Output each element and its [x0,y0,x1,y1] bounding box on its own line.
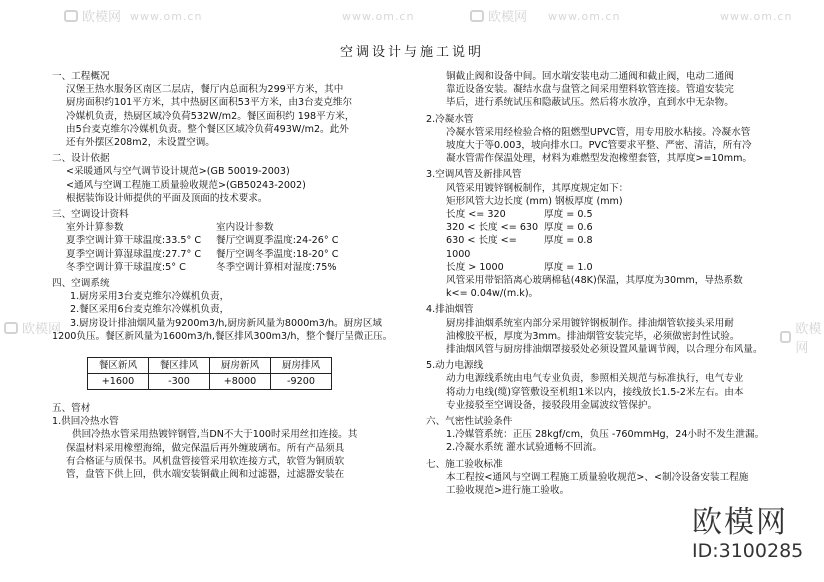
text-line: 铜截止阀和设备中间。回水端安装电动二通阀和截止阀，电动二通阀 [446,71,734,82]
watermark-site: www.om.cn [342,10,415,23]
text-line: 3.厨房设计排油烟风量为9200m3/h,厨房新风量为8000m3/h。厨房区域 [70,317,383,329]
text-line: 有合格证与质保书。风机盘管接管采用软连接方式，软管为铜质软 [66,455,345,467]
text-line: 汉堡王热水服务区南区二层店，餐厅内总面积为299平方米，其中 [66,84,344,96]
parameter-row [52,234,407,247]
text-line: 工验收规范>进行施工验收。 [446,485,570,497]
watermark-logo-text: 欧模网 [22,322,62,337]
length-range: 长度 <= 320 [446,209,506,221]
length-range: 320 < 长度 <= 630 [446,222,539,234]
thickness-row [426,261,786,274]
watermark-logo-icon [470,10,484,22]
section-heading: 2.冷凝水管 [426,113,474,125]
section-heading: 二、设计依据 [52,153,110,165]
document-title: 空调设计与施工说明 [339,45,484,60]
text-line: 坡度大于等0.003，坡向排水口。PVC管要求平整、严密、清洁，所有冷 [446,140,752,152]
length-range: 长度 > 1000 [446,261,504,273]
table-header-cell: 厨房新风 [210,358,271,374]
text-line: 厨房面积约101平方米，其中热厨区面积53平方米，由3台麦克维尔 [66,97,353,109]
text-line: 风管采用带铝箔离心玻璃棉毡(48K)保温，其厚度为30mm，导热系数 [446,275,743,287]
text-line: 2.餐区采用6台麦克维尔冷媒机负责， [70,304,230,316]
section-heading: 三、空调设计资料 [52,209,129,221]
parameter-left: 夏季空调计算湿球温度:27.7° C [66,248,202,260]
spacer [52,390,407,399]
text-line: 专业接驳至空调设备，接驳段用金属波纹管保护。 [446,399,658,411]
watermark-brand-name: 欧模网 [692,505,788,540]
text-line: 冷凝水管采用经检验合格的阻燃型UPVC管，用专用胶水粘接。冷凝水管 [446,126,751,138]
text-line: 动力电源线系统由电气专业负责，参照相关规范与标准执行，电气专业 [446,373,744,385]
parameter-left: 室外计算参数 [66,222,124,234]
parameter-right: 餐厅空调夏季温度:24-26° C [216,235,339,247]
table-header-row [88,358,332,374]
text-line: 供回冷热水管采用热镀锌钢管,当DN不大于100时采用丝扣连接。其 [72,429,358,441]
watermark-brand [692,505,804,562]
table-header-cell: 餐区新风 [88,358,149,374]
watermark-site: www.om.cn [130,10,203,23]
section-heading: 四、空调系统 [52,278,110,290]
thickness-row [426,221,786,234]
parameter-right: 餐厅空调冬季温度:18-20° C [216,248,339,260]
table-cell: +8000 [210,374,271,390]
watermark-logo-text: 欧模网 [795,322,822,356]
parameter-right: 室内设计参数 [216,222,274,234]
text-line: 本工程按<通风与空调工程施工质量验收规范>、<制冷设备安装工程施 [446,471,749,483]
table-header-cell: 厨房排风 [271,358,332,374]
watermark-logo-icon [4,322,18,334]
watermark-id: ID:3100285 [692,540,804,562]
text-line: 还有外摆区208m2，未设置空调。 [66,137,215,149]
parameter-row [52,261,407,274]
length-range: 630 < 长度 <= 1000 [446,235,517,260]
watermark-logo [64,6,121,25]
table-cell: -300 [149,374,210,390]
text-line: 由5台麦克维尔冷媒机负责。整个餐区区域冷负荷493W/m2。此外 [66,123,349,135]
section-heading: 4.排油烟管 [426,304,474,316]
text-line: 1200负压。餐区新风量为1600m3/h,餐区排风300m3/h，整个餐厅呈微正压。 [52,330,393,342]
text-line: 保温材料采用橡塑海绵，做完保温后再外缠玻璃布。所有产品须具 [66,442,345,454]
thickness-value: 厚度 = 0.8 [544,235,593,247]
watermark-site: www.om.cn [720,10,793,23]
text-line: 将动力电线(缆)穿管敷设至机组1米以内，接线放长1.5-2米左右。由本 [446,386,744,398]
text-line: 厨房排油烟系统室内部分采用镀锌钢板制作。排油烟管软接头采用耐 [446,317,734,329]
text-line: 排油烟风管与厨房排油烟罩接驳处必须设置风量调节阀，以合理分布风量。 [446,344,763,356]
right-column [426,70,786,497]
left-column [52,70,407,481]
text-line: 1.冷媒管系统：正压 28kgf/cm，负压 -760mmHg，24小时不发生泄漏。 [446,429,765,441]
text-line: 油橡胶平板，厚度为3mm。排油烟管安装完毕，必须做密封性试验。 [446,330,740,342]
section-heading: 3.空调风管及新排风管 [426,169,522,181]
thickness-value: 厚度 = 1.0 [544,261,593,273]
section-heading: 一、工程概况 [52,71,110,82]
subsection-heading: 1.供回冷热水管 [52,416,119,428]
text-line: 风管采用镀锌钢板制作，其厚度规定如下： [446,182,629,194]
section-heading: 五、管材 [52,403,91,415]
table-cell: -9200 [271,374,332,390]
text-line: 毕后，进行系统试压和隐蔽试压。然后将水放净，直到水中无杂物。 [446,97,734,109]
text-line: 凝水管需作保温处理，材料为难燃型发泡橡塑套管，其厚度>=10mm。 [446,153,753,165]
parameter-left: 夏季空调计算干球温度:33.5° C [66,235,202,247]
parameter-right: 冬季空调计算相对湿度:75% [216,261,337,273]
watermark-logo [470,6,527,25]
text-line: 1.厨房采用3台麦克维尔冷媒机负责， [70,291,230,303]
parameter-row [52,221,407,234]
thickness-row [426,208,786,221]
section-heading: 六、气密性试验条件 [426,416,513,428]
thickness-value: 厚度 = 0.5 [544,209,593,221]
section-heading: 5.动力电源线 [426,360,484,372]
text-line: 矩形风管大边长度 (mm) 钢板厚度 (mm) [446,195,623,207]
watermark-logo-text: 欧模网 [488,10,528,25]
parameter-row [52,248,407,261]
text-line: <采暖通风与空气调节设计规范>(GB 50019-2003) [66,166,290,178]
watermark-site: www.om.cn [548,10,621,23]
parameter-left: 冬季空调计算干球温度:5° C [66,261,186,273]
watermark-logo [780,318,824,356]
text-line: 靠近设备安装。凝结水盘与盘管之间采用塑料软管连接。管道安装完 [446,84,734,96]
text-line: 2.冷凝水系统 灌水试验通畅不回流。 [446,442,603,454]
table-cell: +1600 [88,374,149,390]
ventilation-table [87,357,332,390]
thickness-row [426,234,786,260]
table-header-cell: 餐区排风 [149,358,210,374]
watermark-logo-text: 欧模网 [82,10,122,25]
table-row [88,374,332,390]
text-line: 管，盘管下供上回，供水端安装铜截止阀和过滤器，过滤器安装在 [66,469,345,481]
thickness-value: 厚度 = 0.6 [544,222,593,234]
text-line: 根据装饰设计师提供的平面及顶面的技术要求。 [66,192,268,204]
watermark-logo-icon [64,10,78,22]
text-line: k<= 0.04w/(m.k)。 [446,288,539,300]
section-heading: 七、施工验收标准 [426,458,503,470]
text-line: <通风与空调工程施工质量验收规范>(GB50243-2002) [66,179,306,191]
text-line: 冷媒机负责，热厨区域冷负荷532W/m2。餐区面积约 198平方米， [66,110,355,122]
